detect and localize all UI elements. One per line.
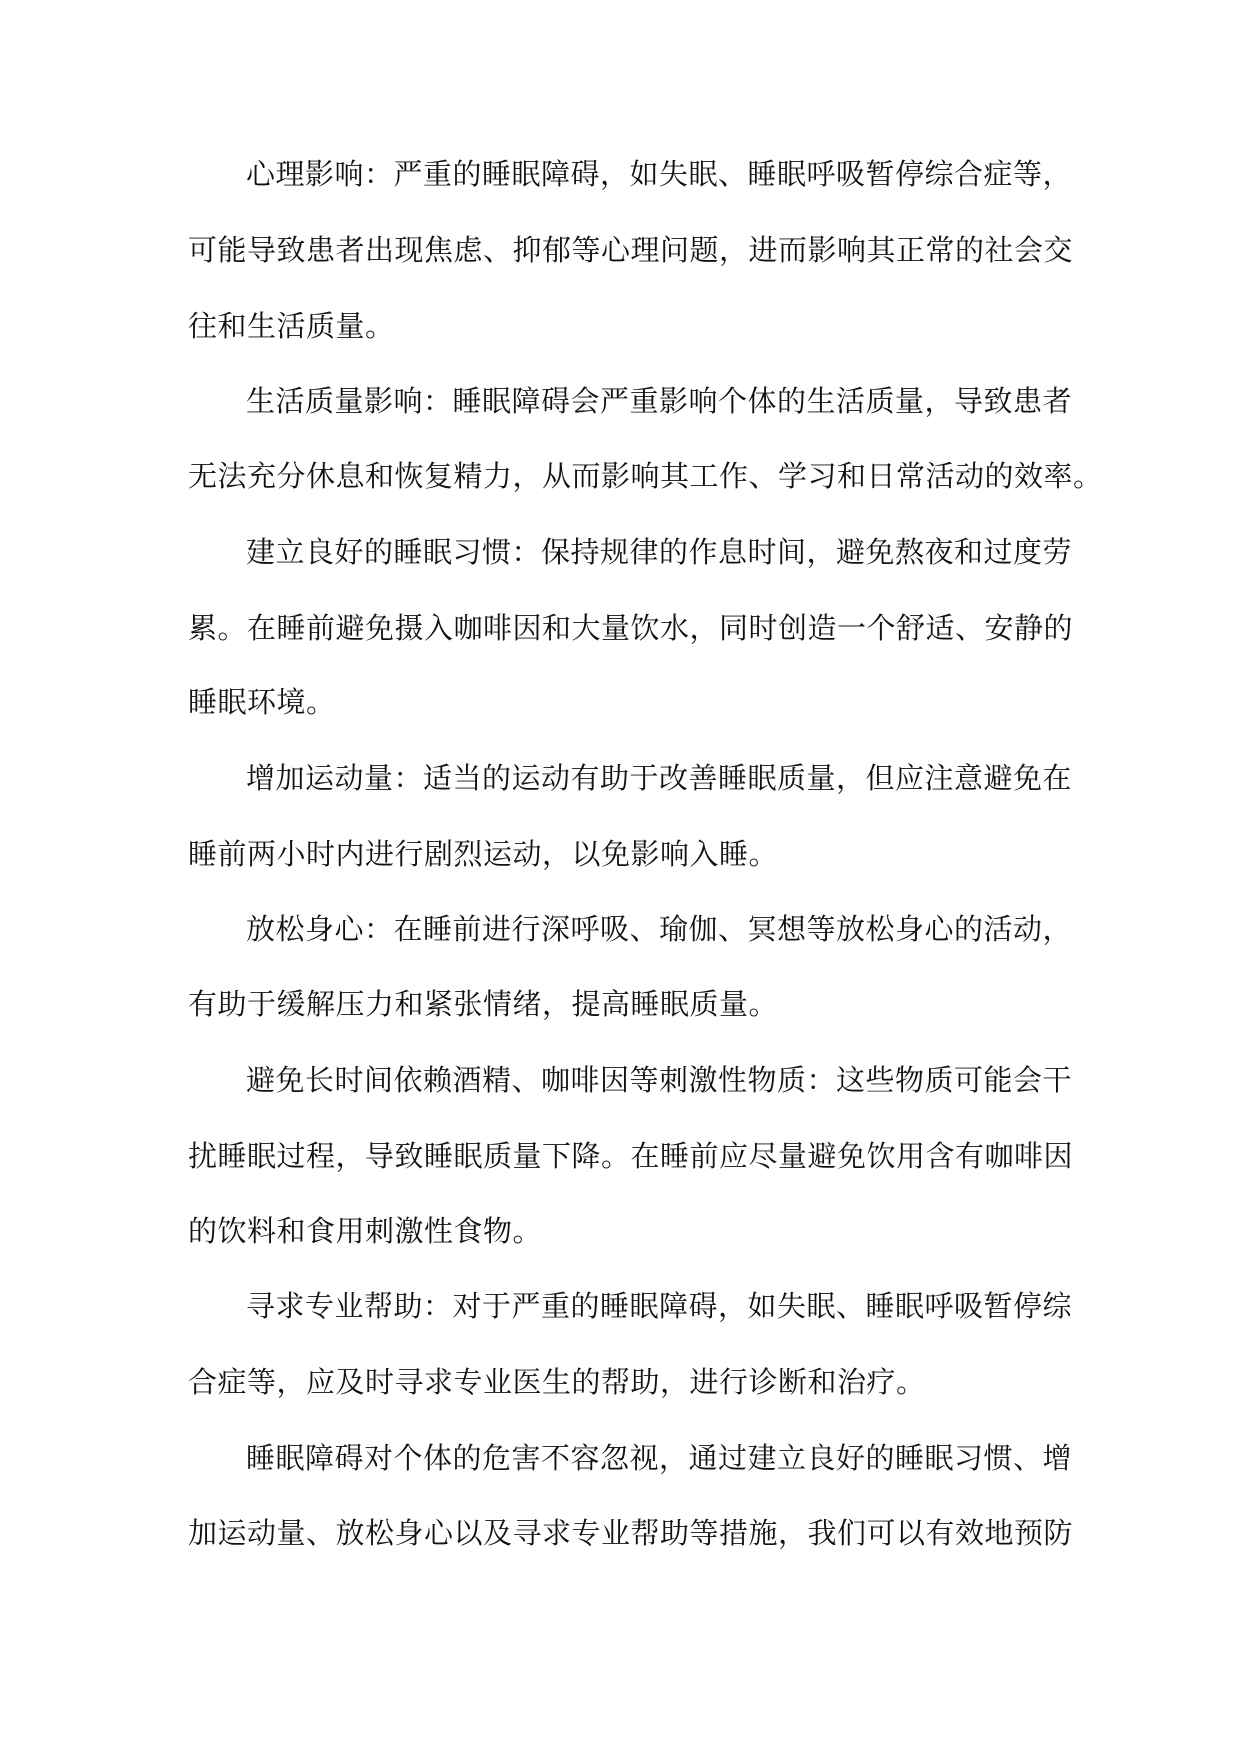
paragraph-5-line-2: 有助于缓解压力和紧张情绪，提高睡眠质量。: [188, 987, 779, 1021]
paragraph-3-line-2: 累。在睡前避免摄入咖啡因和大量饮水，同时创造一个舒适、安静的: [188, 611, 1074, 645]
paragraph-6-line-3: 的饮料和食用刺激性食物。: [188, 1214, 543, 1248]
paragraph-3-line-1: 建立良好的睡眠习惯：保持规律的作息时间，避免熬夜和过度劳: [246, 535, 1073, 569]
paragraph-6-line-2: 扰睡眠过程，导致睡眠质量下降。在睡前应尽量避免饮用含有咖啡因: [188, 1139, 1074, 1173]
paragraph-2-line-2: 无法充分休息和恢复精力，从而影响其工作、学习和日常活动的效率。: [188, 459, 1103, 493]
paragraph-1-line-2: 可能导致患者出现焦虑、抑郁等心理问题，进而影响其正常的社会交: [188, 233, 1074, 267]
paragraph-8-line-1: 睡眠障碍对个体的危害不容忽视，通过建立良好的睡眠习惯、增: [246, 1441, 1073, 1475]
paragraph-3-line-3: 睡眠环境。: [188, 685, 336, 719]
paragraph-4-line-2: 睡前两小时内进行剧烈运动，以免影响入睡。: [188, 837, 779, 871]
paragraph-4-line-1: 增加运动量：适当的运动有助于改善睡眠质量，但应注意避免在: [246, 761, 1073, 795]
paragraph-1-line-1: 心理影响：严重的睡眠障碍，如失眠、睡眠呼吸暂停综合症等，: [246, 157, 1073, 191]
paragraph-6-line-1: 避免长时间依赖酒精、咖啡因等刺激性物质：这些物质可能会干: [246, 1063, 1073, 1097]
paragraph-7-line-1: 寻求专业帮助：对于严重的睡眠障碍，如失眠、睡眠呼吸暂停综: [246, 1289, 1073, 1323]
paragraph-2-line-1: 生活质量影响：睡眠障碍会严重影响个体的生活质量，导致患者: [246, 384, 1073, 418]
paragraph-7-line-2: 合症等，应及时寻求专业医生的帮助，进行诊断和治疗。: [188, 1365, 926, 1399]
paragraph-5-line-1: 放松身心：在睡前进行深呼吸、瑜伽、冥想等放松身心的活动，: [246, 912, 1073, 946]
paragraph-1-line-3: 往和生活质量。: [188, 309, 395, 343]
paragraph-8-line-2: 加运动量、放松身心以及寻求专业帮助等措施，我们可以有效地预防: [188, 1516, 1074, 1550]
